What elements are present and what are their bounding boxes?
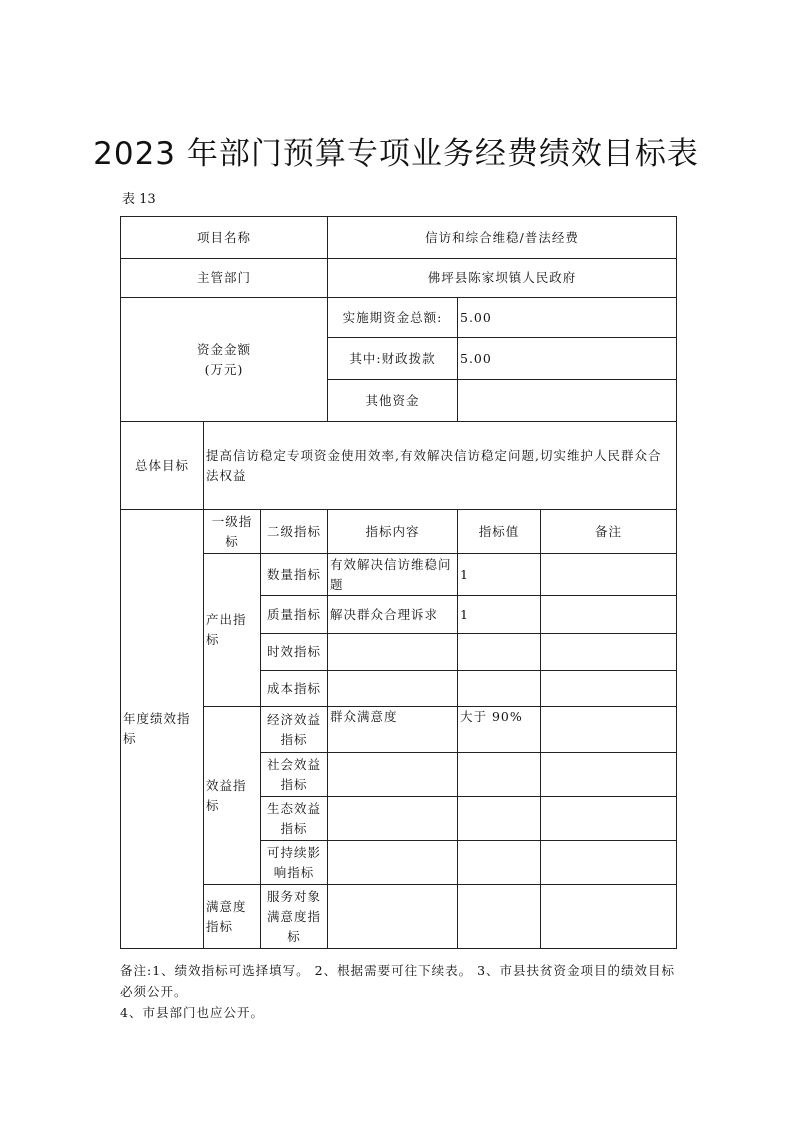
header-content: 指标内容 (328, 510, 458, 554)
value-cell (458, 753, 541, 797)
header-level2: 二级指标 (261, 510, 328, 554)
table-row (121, 554, 677, 596)
content-cell (328, 841, 458, 885)
funds-other-label: 其他资金 (328, 380, 458, 422)
note-cell (541, 671, 677, 707)
content-cell: 解决群众合理诉求 (328, 596, 458, 634)
content-cell (328, 671, 458, 707)
level2-cell: 可持续影响指标 (261, 841, 328, 885)
level2-cell: 时效指标 (261, 634, 328, 671)
dept-label: 主管部门 (121, 259, 328, 298)
level2-cell: 质量指标 (261, 596, 328, 634)
goal-value: 提高信访稳定专项资金使用效率,有效解决信访稳定问题,切实维护人民群众合法权益 (204, 422, 677, 510)
level2-cell: 成本指标 (261, 671, 328, 707)
goal-label: 总体目标 (121, 422, 204, 510)
note-cell (541, 797, 677, 841)
note-cell (541, 841, 677, 885)
project-name-value: 信访和综合维稳/普法经费 (328, 217, 677, 259)
funds-label (121, 298, 328, 422)
content-cell: 群众满意度 (328, 707, 458, 753)
project-row (121, 217, 677, 259)
indicator-header-row (121, 510, 677, 554)
table-number: 表 13 (122, 192, 156, 207)
value-cell: 大于 90% (458, 707, 541, 753)
funds-fiscal-value: 5.00 (458, 338, 677, 380)
benefit-indicators-label: 效益指标 (204, 707, 261, 885)
header-note: 备注 (541, 510, 677, 554)
level2-cell: 社会效益指标 (261, 753, 328, 797)
funds-total-label: 实施期资金总额: (328, 298, 458, 338)
header-value: 指标值 (458, 510, 541, 554)
funds-label-line2: (万元) (204, 361, 244, 377)
funds-total-row (121, 298, 677, 338)
funds-total-value: 5.00 (458, 298, 677, 338)
content-cell (328, 634, 458, 671)
note-cell (541, 596, 677, 634)
notes-line2: 4、市县部门也应公开。 (120, 1005, 264, 1020)
value-cell (458, 841, 541, 885)
note-cell (541, 634, 677, 671)
value-cell (458, 797, 541, 841)
level2-cell: 生态效益指标 (261, 797, 328, 841)
dept-value: 佛坪县陈家坝镇人民政府 (328, 259, 677, 298)
header-level1: 一级指标 (204, 510, 261, 554)
value-cell: 1 (458, 554, 541, 596)
table-row (121, 707, 677, 753)
funds-other-value (458, 380, 677, 422)
project-name-label: 项目名称 (121, 217, 328, 259)
value-cell: 1 (458, 596, 541, 634)
level2-cell: 服务对象满意度指标 (261, 885, 328, 949)
notes-line1: 备注:1、绩效指标可选择填写。 2、根据需要可往下续表。 3、市县扶贫资金项目的绩效目标必须公开。 (120, 963, 676, 999)
funds-label-line1: 资金金额 (196, 341, 251, 357)
dept-row (121, 259, 677, 298)
notes (120, 960, 680, 1023)
content-cell (328, 753, 458, 797)
goal-row (121, 422, 677, 510)
funds-fiscal-label: 其中:财政拨款 (328, 338, 458, 380)
performance-table (120, 216, 677, 949)
note-cell (541, 885, 677, 949)
note-cell (541, 753, 677, 797)
content-cell: 有效解决信访维稳问题 (328, 554, 458, 596)
page-title: 2023 年部门预算专项业务经费绩效目标表 (93, 136, 699, 172)
output-indicators-label: 产出指标 (204, 554, 261, 707)
table-row (121, 885, 677, 949)
level2-cell: 经济效益指标 (261, 707, 328, 753)
note-cell (541, 554, 677, 596)
note-cell (541, 707, 677, 753)
value-cell (458, 671, 541, 707)
level2-cell: 数量指标 (261, 554, 328, 596)
satisfaction-indicators-label: 满意度指标 (204, 885, 261, 949)
content-cell (328, 797, 458, 841)
annual-indicators-label: 年度绩效指标 (121, 510, 204, 949)
value-cell (458, 885, 541, 949)
content-cell (328, 885, 458, 949)
value-cell (458, 634, 541, 671)
